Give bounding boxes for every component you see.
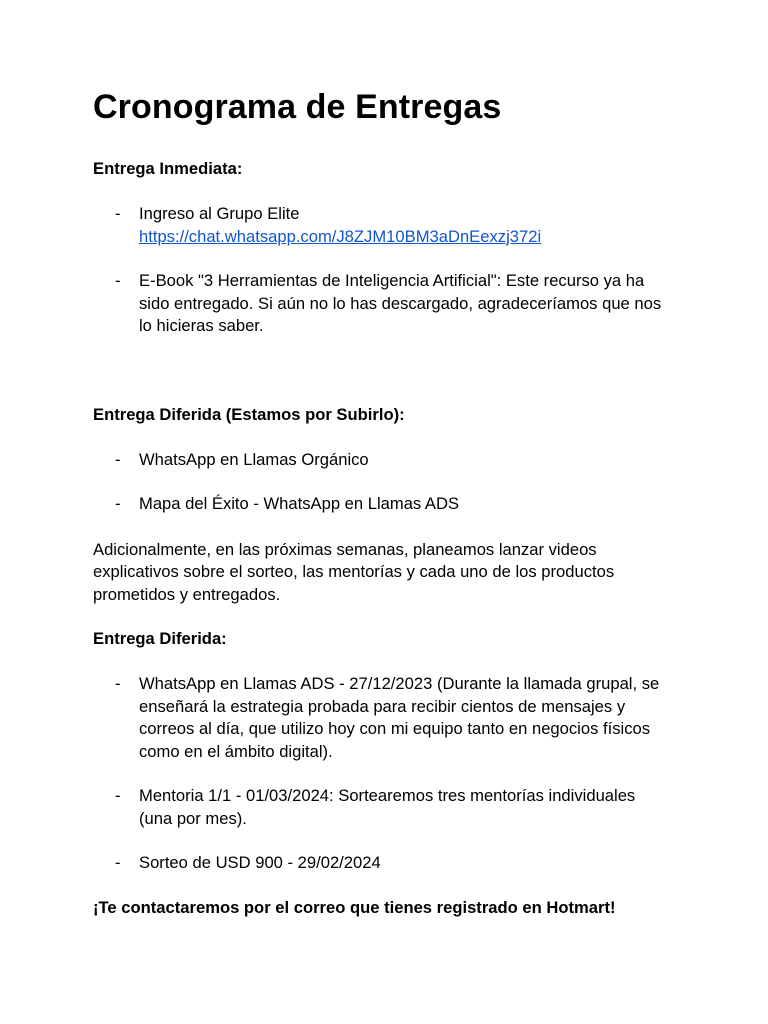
list-item-text: Mentoria 1/1 - 01/03/2024: Sortearemos tres mentorías individuales (una por mes).	[139, 786, 636, 828]
list-item-text: Mapa del Éxito - WhatsApp en Llamas ADS	[139, 494, 460, 513]
deferred-upload-list	[93, 449, 672, 516]
list-item-text: Ingreso al Grupo Elite	[139, 204, 300, 223]
whatsapp-group-link[interactable]: https://chat.whatsapp.com/J8ZJM10BM3aDnEexzj372i	[139, 226, 542, 246]
bullet-marker: -	[115, 853, 121, 872]
bullet-marker: -	[115, 449, 121, 469]
list-item	[93, 270, 672, 338]
section-heading-deferred: Entrega Diferida:	[93, 629, 227, 648]
additional-paragraph: Adicionalmente, en las próximas semanas, planeamos lanzar videos explicativos sobre el sorteo, las mentorías y cada uno de los productos prometidos y entregados.	[93, 539, 615, 604]
bullet-marker: -	[115, 674, 121, 693]
section-heading-deferred-upload: Entrega Diferida (Estamos por Subirlo):	[93, 404, 405, 424]
bullet-marker: -	[115, 494, 121, 513]
list-item-text: E-Book "3 Herramientas de Inteligencia Artificial": Este recurso ya ha sido entregado. Si aún no lo has descargado, agradeceríamos que nos lo hicieras saber.	[139, 271, 662, 335]
list-item-text: WhatsApp en Llamas ADS - 27/12/2023 (Durante la llamada grupal, se enseñará la estrategia probada para recibir cientos de mensajes y correos al día, que utilizo hoy con mi equipo tanto en negocios físicos como en el ámbito digital).	[139, 674, 660, 761]
closing-message: ¡Te contactaremos por el correo que tienes registrado en Hotmart!	[93, 897, 616, 917]
immediate-list	[93, 203, 672, 338]
list-item	[93, 852, 672, 875]
list-item	[93, 203, 672, 248]
section-heading-immediate: Entrega Inmediata:	[93, 159, 243, 178]
list-item	[93, 449, 672, 472]
bullet-marker: -	[115, 271, 121, 290]
bullet-marker: -	[115, 204, 121, 223]
list-item-text: WhatsApp en Llamas Orgánico	[139, 449, 369, 469]
list-item	[93, 493, 672, 516]
list-item	[93, 785, 672, 830]
page-title: Cronograma de Entregas	[93, 88, 502, 126]
deferred-list	[93, 673, 672, 875]
bullet-marker: -	[115, 786, 121, 805]
list-item	[93, 673, 672, 763]
list-item-text: Sorteo de USD 900 - 29/02/2024	[139, 853, 381, 872]
